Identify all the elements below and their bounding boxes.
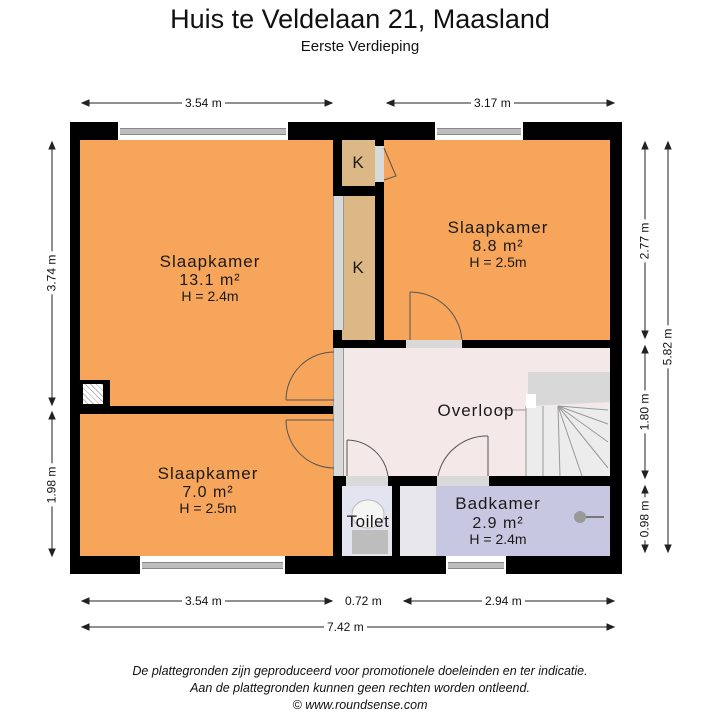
- dim-bottom-left: 3.54 m: [182, 594, 225, 608]
- dim-right-mid: 1.80 m: [637, 391, 651, 434]
- dim-bottom-total: 7.42 m: [324, 620, 367, 634]
- page-title: Huis te Veldelaan 21, Maasland: [170, 4, 550, 34]
- label-kast-2: K: [352, 258, 365, 277]
- dim-bottom-right: 2.94 m: [482, 594, 525, 608]
- dim-left-top: 3.74 m: [44, 252, 58, 295]
- label-slaapkamer-3: Slaapkamer 7.0 m² H = 2.5m: [157, 464, 259, 516]
- disclaimer-line-1: De plattegronden zijn geproduceerd voor promotionele doeleinden en ter indicatie.: [132, 664, 588, 678]
- copyright: © www.roundsense.com: [292, 698, 428, 712]
- disclaimer-line-2: Aan de plattegronden kunnen geen rechten worden ontleend.: [190, 681, 530, 695]
- dim-left-bottom: 1.98 m: [44, 464, 58, 507]
- label-slaapkamer-2: Slaapkamer 8.8 m² H = 2.5m: [447, 218, 549, 270]
- dim-top-right: 3.17 m: [471, 96, 514, 110]
- dim-bottom-mid: 0.72 m: [342, 594, 385, 608]
- label-slaapkamer-1: Slaapkamer 13.1 m² H = 2.4m: [159, 252, 261, 304]
- floor-subtitle: Eerste Verdieping: [300, 38, 420, 55]
- dim-right-total: 5.82 m: [660, 326, 674, 369]
- dim-right-top: 2.77 m: [637, 220, 651, 263]
- dim-top-left: 3.54 m: [182, 96, 225, 110]
- dim-right-bottom: 0.98 m: [637, 498, 651, 541]
- label-kast-1: K: [352, 153, 365, 172]
- label-badkamer: Badkamer 2.9 m² H = 2.4m: [455, 494, 541, 547]
- label-overloop: Overloop: [437, 401, 515, 420]
- label-toilet: Toilet: [346, 512, 390, 531]
